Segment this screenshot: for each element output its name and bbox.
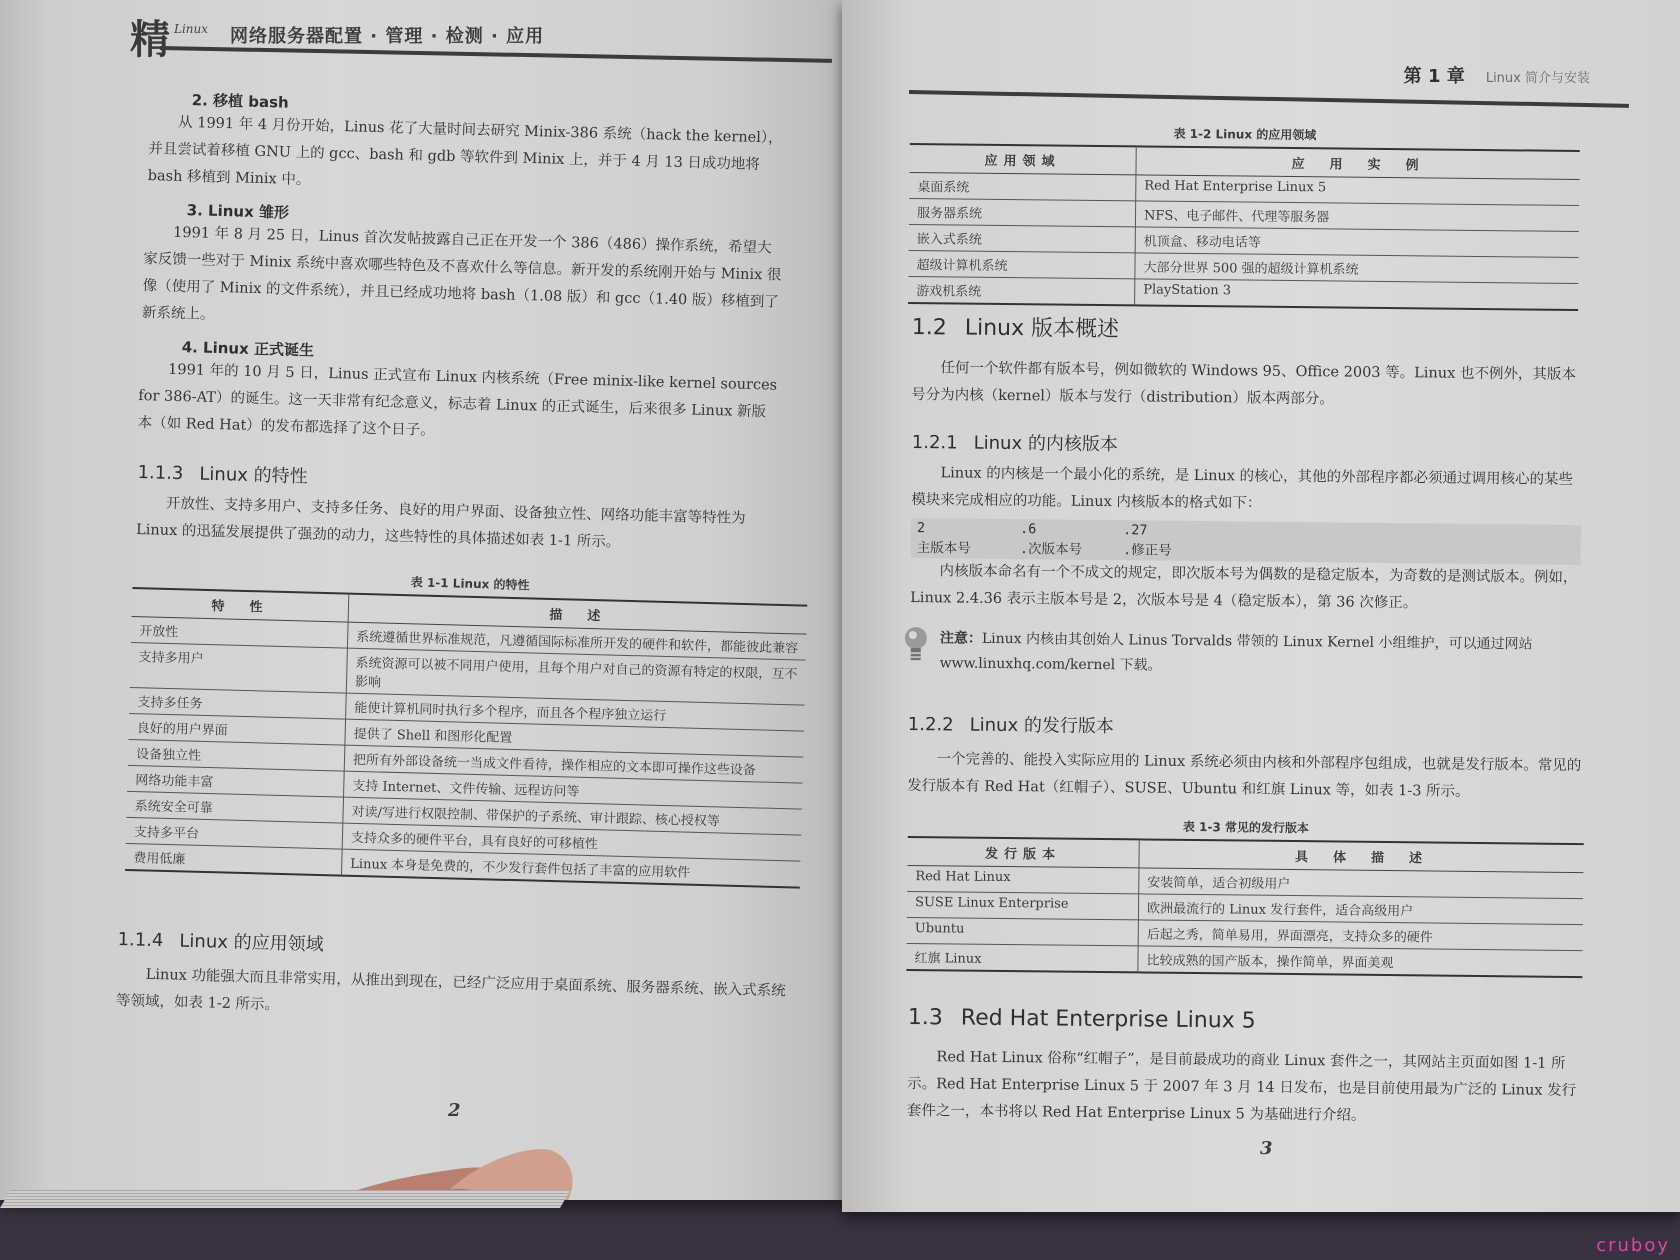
- section-paragraph: 一个完善的、能投入实际应用的 Linux 系统必须由内核和外部程序包组成，也就是发行版本。常见的发行版本有 Red Hat（红帽子）、SUSE、Ubuntu 和红旗 Linux 等，如表 1-3 所示。: [907, 751, 1582, 800]
- chapter-number: 第 1 章: [1403, 66, 1465, 87]
- table-cell-value: 支持 Internet、文件传输、远程访问等: [344, 771, 803, 809]
- section-heading: 1.1.3 Linux 的特性: [137, 461, 308, 488]
- table-cell-key: 游戏机系统: [908, 276, 1135, 305]
- table-cell-value: 比较成熟的国产版本，操作简单，界面美观: [1138, 946, 1583, 977]
- table-cell-value: NFS、电子邮件、代理等服务器: [1135, 201, 1579, 232]
- section-3: [142, 198, 785, 344]
- lightbulb-icon: [904, 626, 928, 668]
- section-paragraph: 从 1991 年 4 月份开始，Linus 花了大量时间去研究 Minix-386 系统（hack the kernel），并且尝试着移植 GNU 上的 gcc、bash 和 gdb 等软件到 Minix 上，并于 4 月 13 日成功地将 bash 移植到 Minix 中。: [147, 114, 783, 189]
- table-row: [908, 276, 1578, 310]
- section-1-1-4: [116, 925, 798, 1033]
- section-paragraph: Linux 的内核是一个最小化的系统，是 Linux 的核心，其他的外部程序都必须通过调用核心的某些模块来完成相应的功能。Linux 内核版本的格式如下：: [911, 465, 1574, 512]
- table-header: 描 述: [348, 594, 807, 634]
- table-cell-key: 服务器系统: [909, 198, 1136, 226]
- kernel-version-format: [911, 518, 1581, 565]
- section-4: [137, 335, 779, 454]
- table-cell-value: 机顶盒、移动电话等: [1135, 227, 1579, 258]
- section-heading: 1.3 Red Hat Enterprise Linux 5: [907, 1005, 1256, 1034]
- note-label: 注意：: [939, 630, 982, 647]
- table-cell-value: 支持众多的硬件平台，具有良好的可移植性: [342, 823, 801, 861]
- right-page-header: [1404, 62, 1590, 88]
- section-heading: 3. Linux 雏形: [186, 201, 290, 222]
- table-header: 应用领域: [909, 144, 1136, 175]
- section-1-2: [911, 310, 1582, 416]
- table-cell-key: 费用低廉: [125, 843, 342, 875]
- chapter-title: Linux 简介与安装: [1485, 71, 1590, 86]
- section-2: [147, 88, 789, 207]
- section-heading: 2. 移植 bash: [191, 91, 289, 112]
- table-cell-key: 嵌入式系统: [909, 224, 1136, 252]
- page-stack-edges: [0, 1190, 570, 1208]
- table-cell-key: Ubuntu: [907, 917, 1139, 945]
- table-cell-value: Red Hat Enterprise Linux 5: [1136, 175, 1580, 206]
- table-cell-key: 系统安全可靠: [126, 791, 343, 823]
- table-caption: 表 1-2 Linux 的应用领域: [1173, 126, 1317, 143]
- right-page: [842, 0, 1680, 1212]
- page-number: 2: [448, 1100, 461, 1121]
- table-header: 发行版本: [907, 837, 1139, 868]
- table-cell-key: 设备独立性: [128, 739, 345, 771]
- section-paragraph: Linux 功能强大而且非常实用，从推出到现在，已经广泛应用于桌面系统、服务器系统、嵌入式系统等领域，如表 1-2 所示。: [115, 966, 786, 1014]
- header-rule: [909, 90, 1629, 108]
- distributions-table: [906, 836, 1583, 978]
- table-header: 特 性: [132, 588, 349, 622]
- table-cell-key: 桌面系统: [909, 172, 1136, 200]
- minor-label: .次版本号: [1019, 541, 1083, 558]
- section-heading: 1.2.1 Linux 的内核版本: [911, 431, 1118, 456]
- section-heading: 4. Linux 正式诞生: [181, 338, 315, 360]
- table-cell-value: PlayStation 3: [1135, 279, 1579, 310]
- minor-number: .6: [1020, 521, 1037, 538]
- book-logo: 精: [130, 16, 170, 63]
- features-table: [125, 587, 807, 889]
- section-1-3: [907, 1005, 1584, 1132]
- section-heading: 1.2 Linux 版本概述: [911, 314, 1120, 343]
- table-1-2: [908, 122, 1580, 311]
- table-row: [906, 943, 1582, 977]
- major-number: 2: [916, 520, 926, 537]
- table-cell-value: 系统资源可以被不同用户使用，且每个用户对自己的资源有特定的权限，互不影响: [346, 648, 806, 705]
- table-cell-key: 超级计算机系统: [908, 250, 1135, 278]
- table-cell-value: 系统遵循世界标准规范，凡遵循国际标准所开发的硬件和软件，都能彼此兼容: [347, 622, 806, 660]
- section-1-1-3: [136, 458, 788, 561]
- revision-label: .修正号: [1122, 542, 1172, 559]
- table-cell-value: 欧洲最流行的 Linux 发行套件，适合高级用户: [1138, 894, 1583, 925]
- table-cell-value: 把所有外部设备统一当成文件看待，操作相应的文本即可操作这些设备: [344, 745, 803, 783]
- note-text: [939, 626, 1579, 683]
- table-cell-key: 支持多任务: [129, 687, 346, 719]
- section-heading: 1.1.4 Linux 的应用领域: [117, 928, 324, 956]
- table-cell-key: 红旗 Linux: [906, 943, 1138, 972]
- section-paragraph: 开放性、支持多用户、支持多任务、良好的用户界面、设备独立性、网络功能丰富等特性为 Linux 的迅猛发展提供了强劲的动力，这些特性的具体描述如表 1-1 所示。: [135, 495, 746, 551]
- application-areas-table: [908, 143, 1580, 311]
- table-cell-value: 能使计算机同时执行多个程序，而且各个程序独立运行: [346, 693, 805, 731]
- table-cell-key: SUSE Linux Enterprise: [907, 891, 1139, 919]
- table-caption: 表 1-3 常见的发行版本: [1182, 819, 1309, 836]
- table-1-1: [125, 566, 808, 889]
- section-paragraph: 内核版本命名有一个不成文的规定，即次版本号为偶数的是稳定版本，为奇数的是测试版本。例如，Linux 2.4.36 表示主版本号是 2，次版本号是 4（稳定版本），第 36 次修正。: [910, 563, 1578, 612]
- left-page: [0, 0, 842, 1200]
- book-logo-linux: Linux: [174, 22, 209, 36]
- table-cell-value: 大部分世界 500 强的超级计算机系统: [1135, 253, 1579, 284]
- section-paragraph: 任何一个软件都有版本号，例如微软的 Windows 95、Office 2003 等。Linux 也不例外，其版本号分为内核（kernel）版本与发行（distribution）版本两部分。: [911, 360, 1576, 408]
- table-cell-key: 良好的用户界面: [128, 713, 345, 745]
- note-box: [903, 626, 1583, 683]
- section-paragraph: 1991 年的 10 月 5 日，Linus 正式宣布 Linux 内核系统（Free minix-like kernel sources for 386-AT）的诞生。这一天非常有纪念意义，标志着 Linux 的正式诞生，后来很多 Linux 新版本（如 Red Hat）的发布都选择了这个日子。: [137, 361, 778, 439]
- revision-number: .27: [1123, 522, 1148, 539]
- table-cell-value: 对读/写进行权限控制、带保护的子系统、审计跟踪、核心授权等: [343, 797, 802, 835]
- table-cell-key: 支持多用户: [130, 642, 348, 693]
- table-1-3: [906, 815, 1584, 978]
- section-1-2-1: [910, 428, 1582, 619]
- table-header: 应 用 实 例: [1136, 146, 1580, 179]
- table-cell-value: 后起之秀，简单易用，界面漂亮，支持众多的硬件: [1138, 920, 1583, 951]
- book-series-title: 网络服务器配置 · 管理 · 检测 · 应用: [230, 26, 545, 47]
- section-paragraph: 1991 年 8 月 25 日，Linus 首次发帖披露自己正在开发一个 386（486）操作系统，希望大家反馈一些对于 Minix 系统中喜欢哪些特色及不喜欢什么等信息。新开发的系统刚开始与 Minix 很像（使用了 Minix 的文件系统），并且已经成功地将 bash（1.08 版）和 gcc（1.40 版）移植到了新系统上。: [141, 224, 782, 323]
- table-cell-value: 安装简单，适合初级用户: [1139, 868, 1584, 899]
- section-paragraph: Red Hat Linux 俗称“红帽子”，是目前最成功的商业 Linux 套件之一，其网站主页面如图 1-1 所示。Red Hat Enterprise Linux 5 于 2007 年 3 月 14 日发布，也是目前使用最为广泛的 Linux 发行套件之一，本书将以 Red Hat Enterprise Linux 5 为基础进行介绍。: [906, 1049, 1577, 1124]
- table-cell-key: 开放性: [131, 616, 348, 648]
- note-body: Linux 内核由其创始人 Linus Torvalds 带领的 Linux Kernel 小组维护，可以通过网站 www.linuxhq.com/kernel 下载。: [939, 630, 1533, 674]
- table-header: 具 体 描 述: [1139, 839, 1584, 872]
- section-1-2-2: [907, 710, 1583, 807]
- table-cell-value: 提供了 Shell 和图形化配置: [345, 719, 804, 757]
- table-cell-key: Red Hat Linux: [907, 865, 1139, 893]
- page-number: 3: [1260, 1138, 1273, 1159]
- table-caption: 表 1-1 Linux 的特性: [410, 575, 530, 593]
- section-heading: 1.2.2 Linux 的发行版本: [907, 713, 1114, 738]
- table-cell-key: 网络功能丰富: [127, 765, 344, 797]
- watermark: cruboy: [1596, 1235, 1670, 1256]
- major-label: 主版本号: [916, 540, 971, 557]
- table-cell-value: Linux 本身是免费的，不少发行套件包括了丰富的应用软件: [341, 849, 800, 887]
- table-cell-key: 支持多平台: [126, 817, 343, 849]
